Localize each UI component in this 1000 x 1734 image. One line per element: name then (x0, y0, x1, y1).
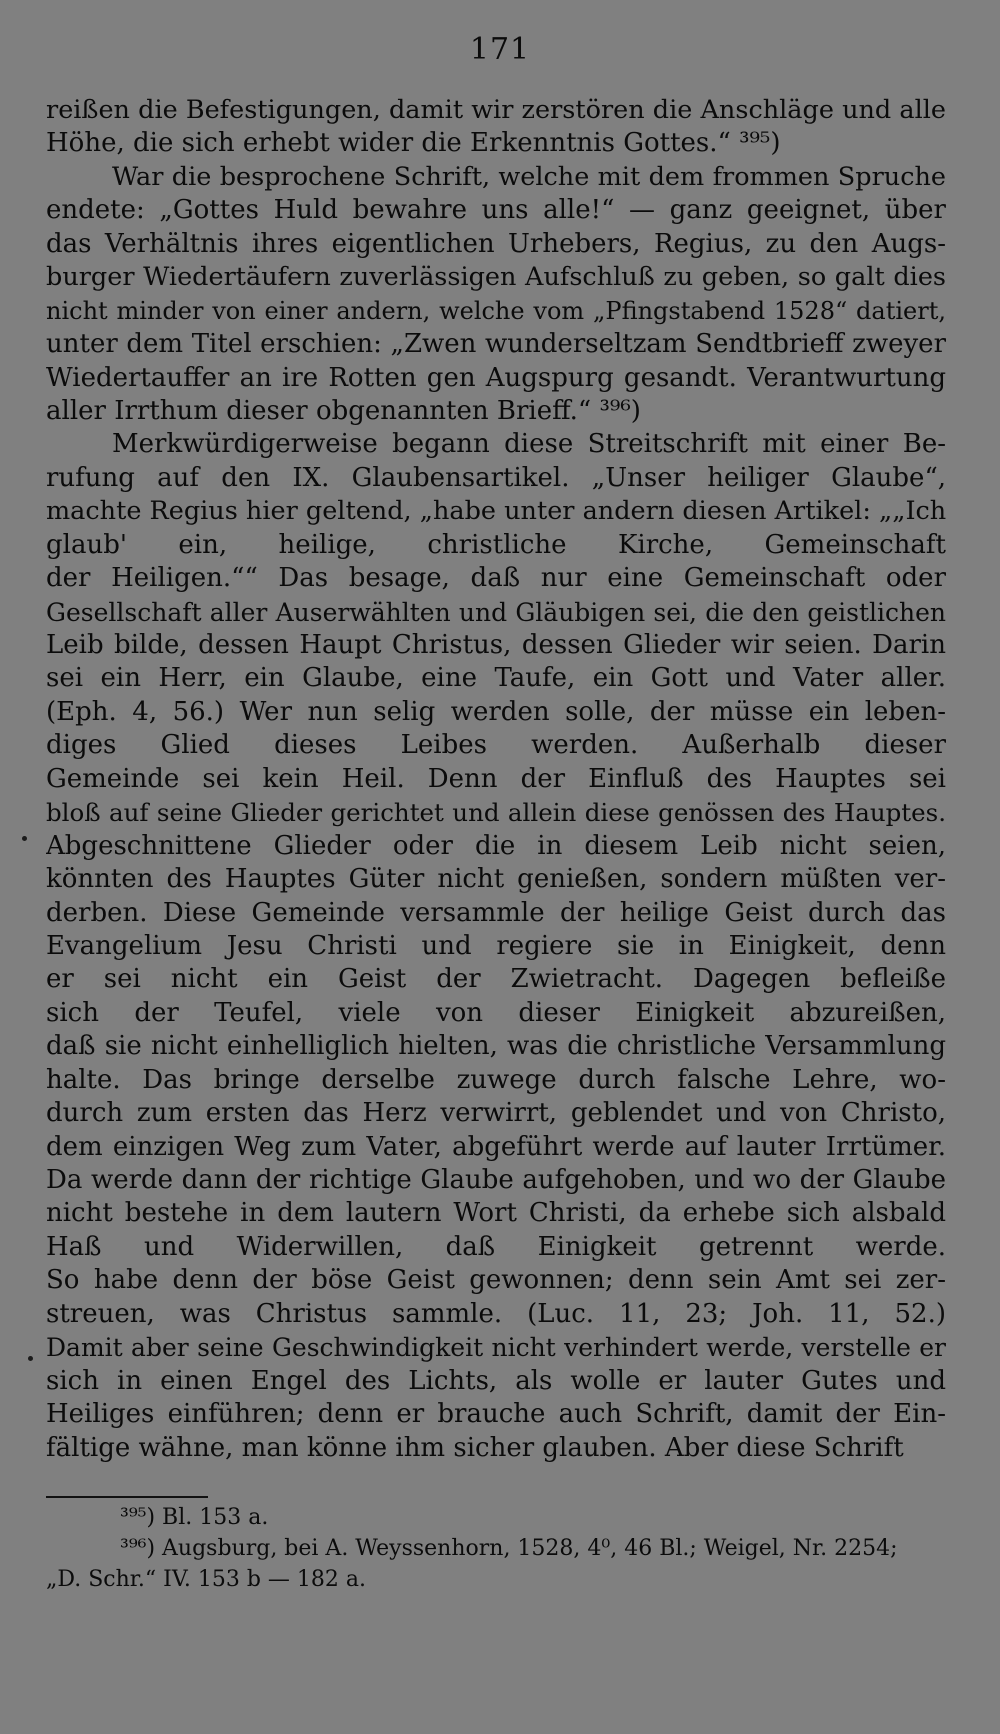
page-number: 171 (469, 32, 531, 67)
text-line: Leib bilde, dessen Haupt Christus, dessen Glieder wir seien. Darin (46, 630, 946, 660)
margin-mark (28, 1356, 33, 1361)
text-line: sei ein Herr, ein Glaube, eine Taufe, ein Gott und Vater aller. (46, 663, 946, 694)
text-line: Evangelium Jesu Christi und regiere sie in Einigkeit, denn (46, 930, 946, 961)
text-line: das Verhältnis ihres eigentlichen Urhebers, Regius, zu den Augs- (46, 228, 946, 259)
body-text (46, 94, 946, 1465)
text-line: sich der Teufel, viele von dieser Einigkeit abzureißen, (46, 997, 946, 1028)
text-line: nicht minder von einer andern, welche vom „Pfingstabend 1528“ datiert, (46, 296, 946, 325)
text-line: reißen die Befestigungen, damit wir zerstören die Anschläge und alle (46, 95, 946, 125)
text-line: durch zum ersten das Herz verwirrt, geblendet und von Christo, (46, 1098, 946, 1129)
text-line: (Eph. 4, 56.) Wer nun selig werden solle, der müsse ein leben- (46, 696, 946, 727)
margin-mark (22, 836, 27, 841)
text-line: daß sie nicht einhelliglich hielten, was die christliche Versammlung (46, 1031, 946, 1062)
text-line: Abgeschnittene Glieder oder die in diesem Leib nicht seien, (46, 830, 946, 861)
footnote-rule (46, 1496, 208, 1498)
text-line: Heiliges einführen; denn er brauche auch Schrift, damit der Ein- (46, 1399, 946, 1430)
text-line: Damit aber seine Geschwindigkeit nicht verhindert werde, verstelle er (46, 1333, 946, 1363)
text-line: er sei nicht ein Geist der Zwietracht. Dagegen befleiße (46, 964, 946, 995)
text-line: streuen, was Christus sammle. (Luc. 11, 23; Joh. 11, 52.) (46, 1298, 946, 1329)
text-line: halte. Das bringe derselbe zuwege durch falsche Lehre, wo- (46, 1064, 946, 1095)
footnotes (46, 1502, 946, 1595)
text-line: unter dem Titel erschien: „Zwen wunderseltzam Sendtbrieff zweyer (46, 329, 946, 360)
text-line: rufung auf den IX. Glaubensartikel. „Unser heiliger Glaube“, (46, 462, 946, 493)
text-line: könnten des Hauptes Güter nicht genießen, sondern müßten ver- (46, 864, 946, 895)
text-line: Da werde dann der richtige Glaube aufgehoben, und wo der Glaube (46, 1165, 946, 1195)
text-line: Merkwürdigerweise begann diese Streitschrift mit einer Be- (112, 429, 946, 460)
text-line: Höhe, die sich erhebt wider die Erkenntnis Gottes.“ ³⁹⁵) (46, 128, 781, 159)
text-line: Gemeinde sei kein Heil. Denn der Einfluß des Hauptes sei (46, 763, 946, 794)
footnote-396: ³⁹⁶) Augsburg, bei A. Weyssenhorn, 1528, 4⁰, 46 Bl.; Weigel, Nr. 2254; (120, 1536, 898, 1561)
text-line: glaub' ein, heilige, christliche Kirche, Gemeinschaft (46, 529, 946, 560)
text-line: fältige wähne, man könne ihm sicher glauben. Aber diese Schrift (46, 1432, 904, 1463)
text-line: sich in einen Engel des Lichts, als wolle er lauter Gutes und (46, 1365, 946, 1396)
text-line: War die besprochene Schrift, welche mit dem frommen Spruche (112, 161, 946, 192)
text-line: derben. Diese Gemeinde versammle der heilige Geist durch das (46, 897, 946, 928)
text-line: diges Glied dieses Leibes werden. Außerhalb dieser (46, 730, 946, 761)
text-line: Haß und Widerwillen, daß Einigkeit getrennt werde. (46, 1231, 946, 1262)
footnote-395: ³⁹⁵) Bl. 153 a. (120, 1505, 269, 1530)
footnote-396-continuation: „D. Schr.“ IV. 153 b — 182 a. (46, 1567, 366, 1592)
text-line: Gesellschaft aller Auserwählten und Gläubigen sei, die den geistlichen (46, 597, 946, 627)
text-line: endete: „Gottes Huld bewahre uns alle!“ — ganz geeignet, über (46, 195, 946, 226)
text-line: nicht bestehe in dem lautern Wort Christi, da erhebe sich alsbald (46, 1198, 946, 1229)
text-line: machte Regius hier geltend, „habe unter andern diesen Artikel: „„Ich (46, 496, 946, 527)
text-line: So habe denn der böse Geist gewonnen; denn sein Amt sei zer- (46, 1265, 946, 1296)
text-line: burger Wiedertäufern zuverlässigen Aufschluß zu geben, so galt dies (46, 262, 946, 293)
text-line: dem einzigen Weg zum Vater, abgeführt werde auf lauter Irrtümer. (46, 1131, 946, 1162)
text-line: bloß auf seine Glieder gerichtet und allein diese genössen des Hauptes. (46, 798, 946, 828)
text-line: der Heiligen.““ Das besage, daß nur eine Gemeinschaft oder (46, 563, 946, 594)
text-line: Wiedertauffer an ire Rotten gen Augspurg gesandt. Verantwurtung (46, 362, 946, 393)
text-line: aller Irrthum dieser obgenannten Brieff.“ ³⁹⁶) (46, 395, 641, 426)
